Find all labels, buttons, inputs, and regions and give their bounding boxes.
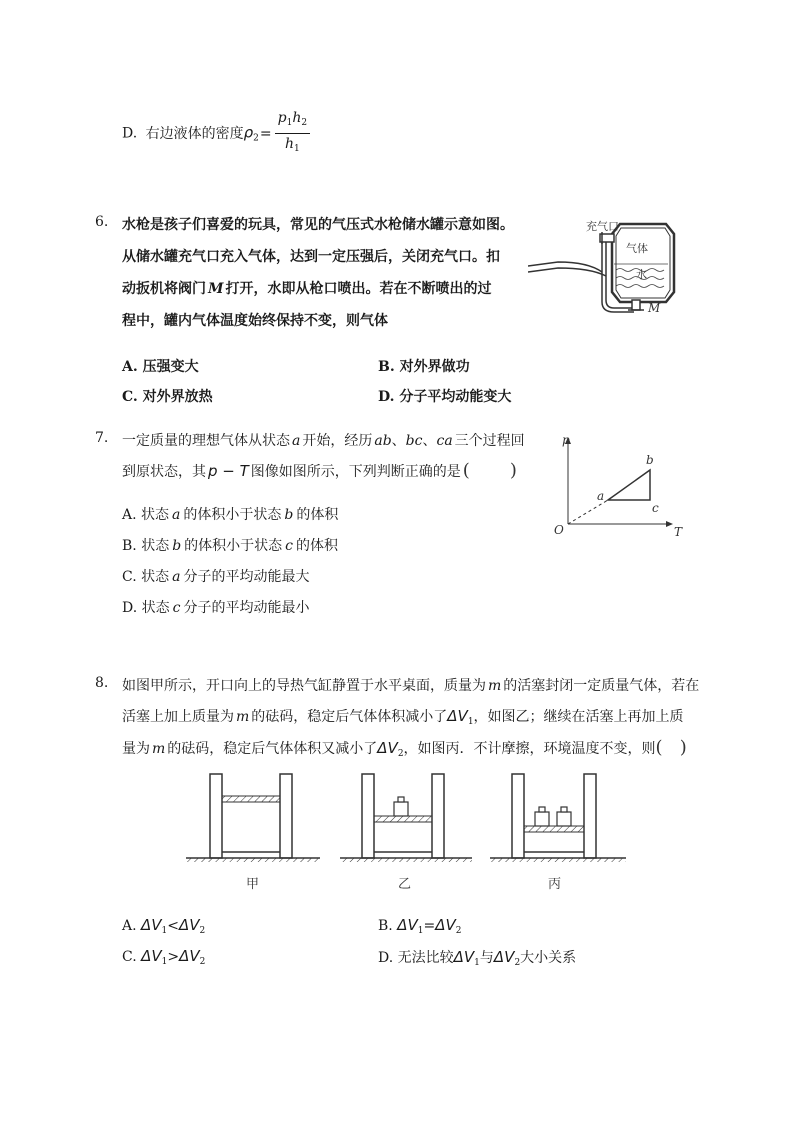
cylinder-figures: [180, 770, 640, 890]
caption-jia: 甲: [246, 877, 260, 890]
water-gun-tank-figure: [528, 212, 680, 316]
piston: [222, 796, 280, 802]
p-t-expr: p − T: [208, 462, 249, 480]
rho-symbol: ρ: [243, 123, 254, 142]
q6-option-d: D. 分子平均动能变大: [378, 389, 512, 405]
q8-option-a: A. $\Delta V_1<\Delta V_2$: [122, 916, 206, 936]
q6-option-a: A. 压强变大: [122, 359, 199, 375]
q5-option-d: D. 右边液体的密度$\rho_2=$ $\frac{p_1h_2}{h_1}$: [122, 108, 310, 152]
p-t-graph: [550, 428, 690, 544]
q7-line-2: 到原状态，其 p − T 图像如图所示，下列判断正确的是 ( ): [122, 460, 517, 481]
q7-option-b: B. 状态 b 的体积小于状态 c 的体积: [122, 538, 339, 554]
inlet-label: 充气口: [586, 220, 619, 233]
q7-line-1: 一定质量的理想气体从状态 a 开始，经历 ab、bc、ca 三个过程回: [122, 433, 525, 449]
q8-option-c: C. $\Delta V_1>\Delta V_2$: [122, 947, 206, 967]
point-b-label: b: [646, 453, 654, 467]
piston: [374, 816, 432, 822]
water-label: 水: [636, 268, 647, 281]
valve-label: M: [648, 301, 661, 315]
q6-line-1: 水枪是孩子们喜爱的玩具，常见的气压式水枪储水罐示意如图。: [122, 217, 514, 233]
q7-option-a: A. 状态 a 的体积小于状态 b 的体积: [122, 507, 339, 523]
density-fraction: $\frac{p_1h_2}{h_1}$: [275, 108, 310, 159]
option-letter: D.: [122, 125, 138, 142]
point-c-label: c: [652, 501, 659, 515]
q6-number: 6.: [95, 214, 109, 230]
cylinder-jia: [186, 774, 320, 862]
abc-triangle: [608, 470, 650, 500]
q8-option-b: B. $\Delta V_1=\Delta V_2$: [378, 916, 462, 936]
p-axis-label: p: [562, 433, 570, 447]
piston: [524, 826, 584, 832]
answer-blank: ( ): [462, 460, 517, 481]
q6-option-b: B. 对外界做功: [378, 359, 470, 375]
valve-symbol: M: [208, 281, 224, 297]
extension-dashed: [568, 500, 608, 524]
q7-option-c: C. 状态 a 分子的平均动能最大: [122, 569, 310, 585]
q6-line-3: 动扳机将阀门 M 打开，水即从枪口喷出。若在不断喷出的过: [122, 281, 492, 297]
q8-line-1: 如图甲所示，开口向上的导热气缸静置于水平桌面，质量为 m 的活塞封闭一定质量气体，若在: [122, 678, 700, 694]
q8-number: 8.: [95, 675, 109, 691]
cylinder-yi: [340, 774, 472, 862]
origin-label: O: [554, 523, 564, 537]
q6-line-2: 从储水罐充气口充入气体，达到一定压强后，关闭充气口。扣: [122, 249, 500, 265]
weight: [557, 812, 571, 826]
weight: [394, 802, 408, 816]
option-text: 右边液体的密度: [145, 125, 244, 142]
q7-number: 7.: [95, 430, 109, 446]
q6-line-4: 程中，罐内气体温度始终保持不变，则气体: [122, 313, 388, 329]
answer-blank: ( ): [655, 737, 687, 758]
q7-option-d: D. 状态 c 分子的平均动能最小: [122, 600, 310, 616]
t-axis-label: T: [674, 525, 683, 539]
caption-bing: 丙: [548, 877, 562, 890]
cylinder-bing: [490, 774, 626, 862]
q8-option-d: D. 无法比较$\Delta V_1$与$\Delta V_2$大小关系: [378, 948, 577, 968]
gas-label: 气体: [626, 242, 648, 255]
tank-outline: [612, 224, 674, 302]
equals-sign: =: [259, 125, 272, 142]
weight: [535, 812, 549, 826]
q6-option-c: C. 对外界放热: [122, 389, 213, 405]
caption-yi: 乙: [398, 877, 412, 890]
q8-line-3: 量为 m 的砝码，稳定后气体体积又减小了$\Delta V_2$，如图丙．不计摩擦，环境温度不变，则( ): [122, 737, 687, 759]
q8-line-2: 活塞上加上质量为 m 的砝码，稳定后气体体积减小了$\Delta V_1$，如图乙；继续在活塞上再加上质: [122, 707, 684, 727]
point-a-label: a: [597, 489, 605, 503]
valve: [632, 300, 640, 310]
